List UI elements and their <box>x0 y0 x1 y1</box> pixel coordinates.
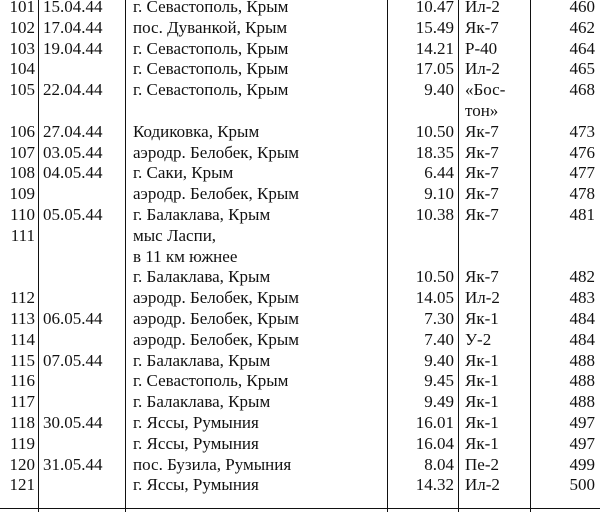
table-row <box>0 225 600 247</box>
entry-place: г. Яссы, Румыния <box>133 413 259 432</box>
entry-time: 10.50 <box>415 121 454 141</box>
entry-tally: 460 <box>569 0 595 16</box>
entry-tally <box>536 100 595 122</box>
entry-date <box>43 266 119 288</box>
entry-aircraft: Ил-2 <box>465 475 500 495</box>
entry-number: 112 <box>10 288 35 308</box>
entry-date: 07.05.44 <box>43 350 103 370</box>
entry-date <box>43 58 119 80</box>
entry-time: 14.21 <box>415 38 454 58</box>
entry-date: 04.05.44 <box>43 163 103 183</box>
entry-place: пос. Дуванкой, Крым <box>133 17 288 37</box>
entry-place: пос. Бузила, Румыния <box>133 454 292 474</box>
entry-aircraft: Як-1 <box>465 309 499 328</box>
entry-time: 9.49 <box>424 392 454 412</box>
entry-place: в 11 км южнее <box>133 246 238 266</box>
table-row <box>0 100 600 122</box>
entry-place: г. Балаклава, Крым <box>133 350 271 370</box>
entry-number: 114 <box>10 329 35 349</box>
table-row <box>0 329 600 351</box>
table-row <box>0 38 600 60</box>
table-row <box>0 266 600 288</box>
entry-tally: 477 <box>569 163 595 183</box>
entry-date <box>43 183 119 205</box>
entry-date <box>43 287 119 309</box>
entry-time: 17.05 <box>415 59 454 79</box>
entry-place: аэродр. Белобек, Крым <box>133 309 300 328</box>
entry-tally: 476 <box>569 142 595 162</box>
entry-place: мыс Ласпи, <box>133 225 217 245</box>
entry-place: г. Яссы, Румыния <box>133 475 259 495</box>
entry-number: 105 <box>9 80 35 100</box>
entry-aircraft: Як-7 <box>465 142 499 162</box>
entry-place: аэродр. Белобек, Крым <box>133 142 300 162</box>
entry-aircraft: Ил-2 <box>465 0 500 16</box>
entry-number: 103 <box>9 38 35 58</box>
entry-time: 9.40 <box>424 350 454 370</box>
entry-aircraft <box>465 225 535 247</box>
entry-aircraft: Як-1 <box>465 350 499 370</box>
table-row <box>0 121 600 143</box>
entry-number: 113 <box>10 309 35 328</box>
entry-number: 106 <box>9 121 35 141</box>
entry-date: 22.04.44 <box>43 80 103 100</box>
table-row <box>0 0 600 18</box>
entry-tally: 462 <box>569 17 595 37</box>
entry-number: 110 <box>10 205 35 224</box>
entry-time: 6.44 <box>424 163 454 183</box>
entry-number: 115 <box>10 350 35 370</box>
entry-place: г. Яссы, Румыния <box>133 433 259 453</box>
table-row <box>0 58 600 80</box>
entry-date <box>43 329 119 351</box>
entry-aircraft: Як-7 <box>465 17 499 37</box>
entry-time <box>393 100 454 122</box>
entry-time: 15.49 <box>415 17 454 37</box>
entry-date <box>43 246 119 268</box>
table-row <box>0 433 600 455</box>
entry-tally: 465 <box>569 59 595 79</box>
entry-date: 27.04.44 <box>43 121 103 141</box>
entry-time: 18.35 <box>415 142 454 162</box>
table-row <box>0 17 600 39</box>
entry-date: 31.05.44 <box>43 454 103 474</box>
entry-tally: 497 <box>569 433 595 453</box>
entry-date: 30.05.44 <box>43 413 103 432</box>
entry-number: 121 <box>9 475 35 495</box>
entry-aircraft: Пе-2 <box>465 454 499 474</box>
entry-place: г. Севастополь, Крым <box>133 59 289 79</box>
entry-number: 118 <box>10 413 35 432</box>
entry-place: г. Балаклава, Крым <box>133 205 271 224</box>
entry-aircraft: тон» <box>465 101 499 120</box>
entry-aircraft: Як-7 <box>465 205 499 224</box>
entry-time: 9.40 <box>424 80 454 100</box>
table-bottom-rule <box>0 508 600 509</box>
entry-time: 10.38 <box>415 205 454 224</box>
entry-place: аэродр. Белобек, Крым <box>133 184 300 204</box>
entry-aircraft: Як-7 <box>465 121 499 141</box>
entry-tally: 488 <box>569 371 595 391</box>
entry-date: 17.04.44 <box>43 17 103 37</box>
entry-number: 119 <box>10 433 35 453</box>
table-row <box>0 308 600 330</box>
entry-place: г. Саки, Крым <box>133 163 234 183</box>
entry-place: г. Севастополь, Крым <box>133 80 289 100</box>
entry-time: 10.47 <box>415 0 454 16</box>
entry-tally: 468 <box>569 80 595 100</box>
table-row <box>0 474 600 496</box>
entry-aircraft: Ил-2 <box>465 288 500 308</box>
entry-date: 15.04.44 <box>43 0 103 16</box>
entry-place <box>133 100 391 122</box>
entry-time: 10.50 <box>415 267 454 287</box>
entry-date <box>43 370 119 392</box>
entry-date: 05.05.44 <box>43 205 103 224</box>
entry-tally: 484 <box>569 309 595 328</box>
entry-aircraft: Як-7 <box>465 184 499 204</box>
entry-date: 06.05.44 <box>43 309 103 328</box>
entry-aircraft: Як-1 <box>465 433 499 453</box>
entry-number: 108 <box>9 163 35 183</box>
entry-aircraft: Як-7 <box>465 267 499 287</box>
entry-place: г. Балаклава, Крым <box>133 267 271 287</box>
entry-time: 7.40 <box>424 329 454 349</box>
entry-time: 9.10 <box>424 184 454 204</box>
entry-tally: 500 <box>569 475 595 495</box>
table-row <box>0 350 600 372</box>
entry-aircraft <box>465 246 535 268</box>
table-row <box>0 142 600 164</box>
table-row <box>0 204 600 226</box>
entry-tally: 499 <box>569 454 595 474</box>
table-row <box>0 79 600 101</box>
entry-tally: 482 <box>569 267 595 287</box>
entry-aircraft: Як-1 <box>465 413 499 432</box>
entry-number <box>2 100 35 122</box>
entry-date <box>43 433 119 455</box>
entry-number <box>2 266 35 288</box>
entry-date: 19.04.44 <box>43 38 103 58</box>
entry-number: 102 <box>9 17 35 37</box>
entry-aircraft: Ил-2 <box>465 59 500 79</box>
entry-tally: 464 <box>569 38 595 58</box>
table-row <box>0 454 600 476</box>
table-row <box>0 162 600 184</box>
entry-number: 101 <box>9 0 35 16</box>
entry-place: г. Севастополь, Крым <box>133 371 289 391</box>
entry-aircraft: Р-40 <box>465 38 498 58</box>
entry-number <box>2 246 35 268</box>
entry-tally: 481 <box>569 205 595 224</box>
entry-date <box>43 100 119 122</box>
entry-number: 111 <box>10 225 35 245</box>
entry-tally: 497 <box>569 413 595 432</box>
entry-tally <box>536 225 595 247</box>
entry-aircraft: «Бос- <box>465 80 506 100</box>
entry-place: г. Балаклава, Крым <box>133 392 271 412</box>
entry-tally: 484 <box>569 329 595 349</box>
entry-tally: 488 <box>569 392 595 412</box>
entry-place: г. Севастополь, Крым <box>133 38 289 58</box>
entry-number: 104 <box>9 59 35 79</box>
entry-tally <box>536 246 595 268</box>
entry-time: 14.32 <box>415 475 454 495</box>
entry-date <box>43 391 119 413</box>
entry-place: г. Севастополь, Крым <box>133 0 289 16</box>
entry-aircraft: Як-1 <box>465 392 499 412</box>
entry-time: 9.45 <box>424 371 454 391</box>
table-row <box>0 391 600 413</box>
entry-time: 7.30 <box>424 309 454 328</box>
entry-tally: 488 <box>569 350 595 370</box>
entry-place: аэродр. Белобек, Крым <box>133 329 300 349</box>
entry-time: 16.04 <box>415 433 454 453</box>
entry-place: аэродр. Белобек, Крым <box>133 288 300 308</box>
entry-tally: 483 <box>569 288 595 308</box>
entry-aircraft: У-2 <box>465 329 492 349</box>
entry-time <box>393 246 454 268</box>
entry-aircraft: Як-1 <box>465 371 499 391</box>
entry-aircraft: Як-7 <box>465 163 499 183</box>
entry-tally: 478 <box>569 184 595 204</box>
entry-time: 16.01 <box>415 413 454 432</box>
table-row <box>0 412 600 434</box>
table-row <box>0 183 600 205</box>
entry-date <box>43 474 119 496</box>
entry-number: 120 <box>9 454 35 474</box>
entry-number: 116 <box>10 371 35 391</box>
entry-date: 03.05.44 <box>43 142 103 162</box>
entry-number: 107 <box>9 142 35 162</box>
table-row <box>0 370 600 392</box>
table-row <box>0 287 600 309</box>
entry-number: 117 <box>10 392 35 412</box>
entry-time: 14.05 <box>415 288 454 308</box>
entry-place: Кодиковка, Крым <box>133 121 260 141</box>
entry-time <box>393 225 454 247</box>
entry-time: 8.04 <box>424 454 454 474</box>
table-row <box>0 246 600 268</box>
entry-tally: 473 <box>569 121 595 141</box>
entry-date <box>43 225 119 247</box>
entry-number: 109 <box>9 184 35 204</box>
